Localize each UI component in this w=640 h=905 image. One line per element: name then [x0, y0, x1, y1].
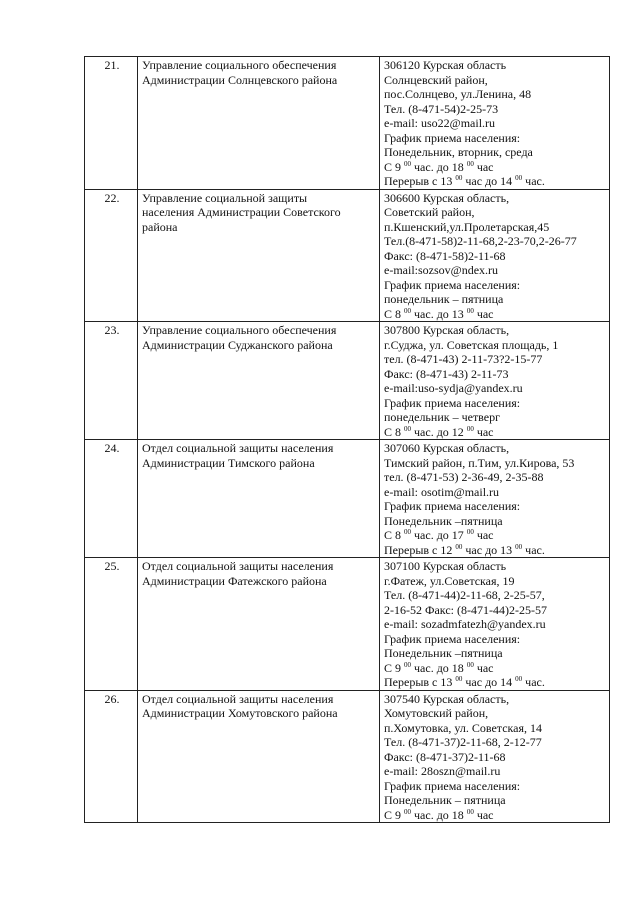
time-minutes: 00 [515, 174, 523, 182]
contact-text: Понедельник – пятница [384, 793, 506, 807]
organization-name-line: Отдел социальной защиты населения [142, 441, 334, 455]
contact-line [384, 160, 607, 175]
contact-details [380, 558, 610, 691]
contact-text: Факс: (8-471-37)2-11-68 [384, 749, 506, 764]
time-minutes: 00 [515, 675, 523, 683]
contact-text: 306600 Курская область, [384, 190, 510, 205]
contact-text: пос.Солнцево, ул.Ленина, 48 [384, 87, 532, 101]
contact-text: час до 14 [462, 675, 516, 689]
organization-name-line: Управление социального обеспечения [142, 323, 337, 337]
contact-line [384, 73, 607, 88]
contact-line [384, 675, 607, 690]
organization-name [138, 690, 380, 823]
time-minutes: 00 [404, 424, 412, 433]
contact-line [384, 307, 607, 322]
contact-text: e-mail:uso-sydja@yandex.ru [384, 381, 523, 395]
contact-text: час до 13 [462, 542, 516, 557]
time-minutes: 00 [404, 807, 412, 816]
contact-text: час. до 13 [411, 306, 467, 321]
time-minutes: 00 [515, 542, 523, 551]
contact-line [384, 764, 607, 779]
contact-text: С 9 [384, 660, 405, 675]
contact-text: г.Фатеж, ул.Советская, 19 [384, 573, 515, 588]
contact-line [384, 574, 607, 589]
contact-line [384, 470, 607, 485]
contact-line [384, 485, 607, 500]
contact-text: Тел. (8-471-44)2-11-68, 2-25-57, [384, 588, 545, 602]
contact-text: Советский район, [384, 205, 475, 219]
contact-line [384, 87, 607, 102]
contact-text: Тел. (8-471-37)2-11-68, 2-12-77 [384, 735, 542, 749]
contact-text: Понедельник, вторник, среда [384, 145, 533, 159]
row-number: 26. [85, 690, 138, 823]
contact-details [380, 189, 610, 322]
contact-line [384, 205, 607, 220]
contact-text: 307540 Курская область, [384, 691, 510, 706]
contact-text: час. до 18 [411, 660, 467, 675]
contact-text: Тел.(8-471-58)2-11-68,2-23-70,2-26-77 [384, 234, 577, 248]
contact-line [384, 603, 607, 618]
contact-line [384, 116, 607, 131]
contact-line [384, 588, 607, 603]
time-minutes: 00 [466, 159, 474, 168]
table-row [85, 440, 610, 558]
contact-details [380, 440, 610, 558]
contact-line [384, 692, 607, 707]
contact-text: Солнцевский район, [384, 72, 488, 87]
organization-name-line: района [142, 219, 178, 234]
offices-table [84, 56, 610, 823]
time-minutes: 00 [404, 528, 412, 536]
table-row [85, 57, 610, 190]
contact-line [384, 646, 607, 661]
organization-name-line: Управление социального обеспечения [142, 58, 337, 72]
contact-line [384, 543, 607, 558]
contact-line [384, 102, 607, 117]
contact-text: час. [522, 542, 545, 557]
organization-name-line: Администрации Солнцевского района [142, 72, 338, 87]
contact-text: п.Кшенский,ул.Пролетарская,45 [384, 219, 550, 234]
contact-text: час. [522, 675, 545, 689]
contact-text: e-mail:sozsov@ndex.ru [384, 263, 499, 277]
contact-text: Перерыв с 12 [384, 542, 456, 557]
row-number: 23. [85, 322, 138, 440]
time-minutes: 00 [466, 528, 474, 536]
time-minutes: 00 [466, 306, 474, 315]
contact-text: час [473, 660, 494, 675]
contact-line [384, 191, 607, 206]
contact-line [384, 425, 607, 440]
contact-line [384, 721, 607, 736]
contact-text: Перерыв с 13 [384, 675, 456, 689]
table-row [85, 189, 610, 322]
contact-line [384, 632, 607, 647]
contact-line [384, 793, 607, 808]
contact-text: час. до 17 [411, 528, 467, 542]
organization-name-line: Администрации Тимского района [142, 455, 315, 470]
contact-line [384, 292, 607, 307]
contact-line [384, 779, 607, 794]
table-row [85, 690, 610, 823]
contact-line [384, 735, 607, 750]
contact-line [384, 528, 607, 543]
contact-text: час. [522, 174, 545, 188]
contact-text: 306120 Курская область [384, 58, 507, 72]
contact-text: Понедельник –пятница [384, 513, 503, 528]
time-minutes: 00 [466, 424, 474, 433]
contact-line [384, 410, 607, 425]
contact-text: час. до 12 [411, 424, 467, 439]
row-number: 24. [85, 440, 138, 558]
contact-line [384, 559, 607, 574]
contact-line [384, 234, 607, 249]
organization-name-line: Отдел социальной защиты населения [142, 559, 334, 573]
row-number: 25. [85, 558, 138, 691]
contact-text: Тимский район, п.Тим, ул.Кирова, 53 [384, 455, 575, 470]
contact-line [384, 174, 607, 189]
time-minutes: 00 [466, 807, 474, 816]
contact-text: тел. (8-471-43) 2-11-73?2-15-77 [384, 352, 543, 366]
contact-line [384, 499, 607, 514]
contact-text: График приема населения: [384, 778, 521, 793]
contact-text: час [473, 807, 494, 822]
contact-text: час. до 18 [411, 807, 467, 822]
contact-text: г.Суджа, ул. Советская площадь, 1 [384, 337, 559, 352]
contact-line [384, 367, 607, 382]
contact-text: e-mail: 28oszn@mail.ru [384, 764, 501, 778]
contact-line [384, 706, 607, 721]
contact-line [384, 278, 607, 293]
contact-text: С 9 [384, 159, 405, 174]
contact-line [384, 381, 607, 396]
contact-line [384, 338, 607, 353]
contact-text: час [473, 159, 494, 174]
contact-text: час [473, 306, 494, 321]
contact-text: График приема населения: [384, 277, 521, 292]
time-minutes: 00 [466, 660, 474, 669]
contact-line [384, 617, 607, 632]
contact-text: Факс: (8-471-43) 2-11-73 [384, 366, 509, 381]
contact-text: Перерыв с 13 [384, 174, 456, 188]
contact-line [384, 58, 607, 73]
contact-text: График приема населения: [384, 395, 521, 410]
time-minutes: 00 [455, 542, 463, 551]
contact-text: График приема населения: [384, 631, 521, 646]
contact-text: График приема населения: [384, 130, 521, 145]
contact-text: час [473, 424, 494, 439]
organization-name-line: Администрации Хомутовского района [142, 706, 338, 720]
contact-text: e-mail: sozadmfatezh@yandex.ru [384, 617, 546, 631]
contact-details [380, 322, 610, 440]
organization-name [138, 322, 380, 440]
contact-text: час. до 18 [411, 159, 467, 174]
organization-name [138, 558, 380, 691]
organization-name [138, 440, 380, 558]
contact-line [384, 808, 607, 823]
offices-table-body [85, 57, 610, 823]
contact-text: 307100 Курская область [384, 559, 507, 573]
contact-text: С 8 [384, 528, 405, 542]
contact-text: e-mail: uso22@mail.ru [384, 116, 496, 130]
contact-line [384, 131, 607, 146]
contact-line [384, 220, 607, 235]
contact-text: понедельник – пятница [384, 292, 504, 306]
contact-line [384, 396, 607, 411]
contact-line [384, 352, 607, 367]
contact-line [384, 145, 607, 160]
time-minutes: 00 [404, 660, 412, 669]
contact-text: С 8 [384, 306, 405, 321]
contact-details [380, 57, 610, 190]
contact-text: Понедельник –пятница [384, 646, 503, 660]
contact-line [384, 661, 607, 676]
table-row [85, 322, 610, 440]
contact-line [384, 456, 607, 471]
contact-text: п.Хомутовка, ул. Советская, 14 [384, 720, 543, 735]
organization-name-line: Администрации Суджанского района [142, 337, 333, 352]
contact-text: С 8 [384, 424, 405, 439]
contact-text: 2-16-52 Факс: (8-471-44)2-25-57 [384, 602, 547, 617]
organization-name-line: Администрации Фатежского района [142, 573, 327, 588]
table-row [85, 558, 610, 691]
contact-text: Хомутовский район, [384, 706, 489, 720]
time-minutes: 00 [404, 159, 412, 168]
contact-text: понедельник – четверг [384, 410, 501, 424]
contact-text: График приема населения: [384, 499, 521, 513]
organization-name [138, 57, 380, 190]
contact-line [384, 323, 607, 338]
contact-line [384, 249, 607, 264]
organization-name-line: Управление социальной защиты [142, 190, 308, 205]
organization-name-line: населения Администрации Советского [142, 205, 341, 219]
time-minutes: 00 [404, 306, 412, 315]
contact-line [384, 750, 607, 765]
row-number: 21. [85, 57, 138, 190]
time-minutes: 00 [455, 174, 463, 182]
contact-text: С 9 [384, 807, 405, 822]
contact-text: e-mail: osotim@mail.ru [384, 484, 500, 499]
contact-text: Факс: (8-471-58)2-11-68 [384, 248, 506, 263]
contact-text: тел. (8-471-53) 2-36-49, 2-35-88 [384, 470, 544, 484]
contact-line [384, 263, 607, 278]
contact-text: час до 14 [462, 174, 516, 188]
contact-text: 307060 Курская область, [384, 441, 510, 455]
contact-line [384, 514, 607, 529]
row-number: 22. [85, 189, 138, 322]
organization-name [138, 189, 380, 322]
time-minutes: 00 [455, 675, 463, 683]
contact-text: 307800 Курская область, [384, 323, 510, 337]
contact-text: Тел. (8-471-54)2-25-73 [384, 101, 499, 116]
contact-details [380, 690, 610, 823]
organization-name-line: Отдел социальной защиты населения [142, 691, 334, 706]
contact-text: час [473, 528, 494, 542]
contact-line [384, 441, 607, 456]
